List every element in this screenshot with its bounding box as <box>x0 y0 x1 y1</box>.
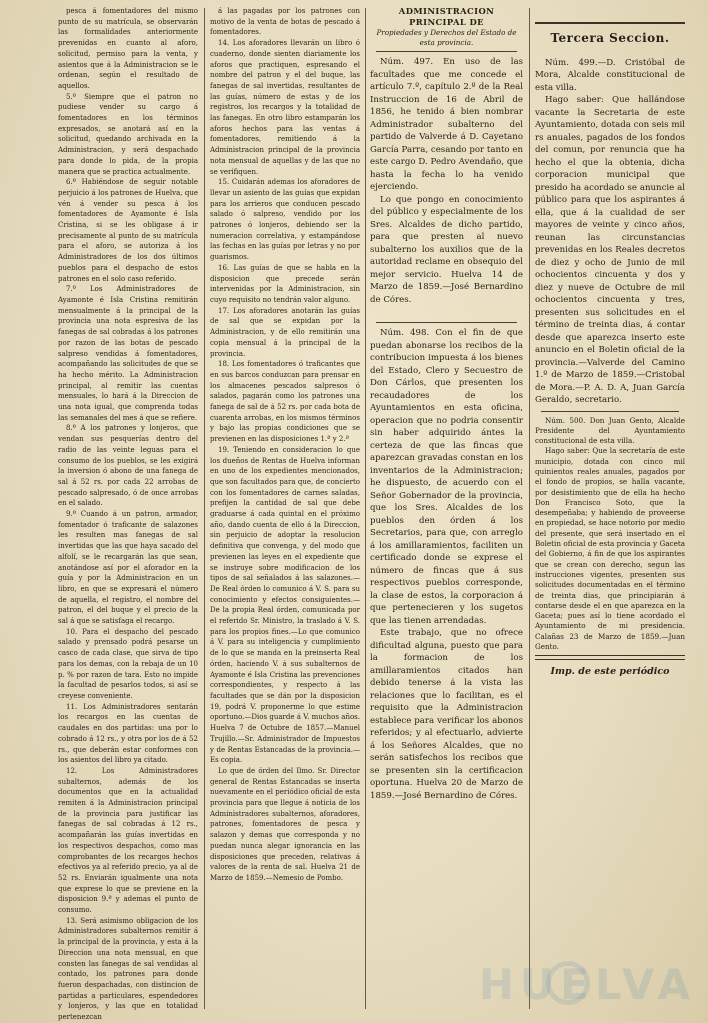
paragraph: 16. Las guías de que se habla en la disposicion que precede serán intervenidas por la Administracion, sin cuyo requisito no tendrán valor alguno. <box>210 263 360 304</box>
paragraph: 6.º Habiéndose de seguir notable perjuicio á los patrones de Huelva, que vén á vender su pesca á los fomentadores de Ayamonte é Isla Cristina, si se les obligase á ir precisamente al punto de su matrícula para el aforo, se autoriza á los Administradores de los dos últimos pueblos para el despacho de estos patrones en el solo caso referido. <box>58 178 198 283</box>
notice-497-body: Lo que pongo en conocimiento del público y especialmente de los Sres. Alcaldes de dicho partido, para que presten al nuevo subalterno los auxilios que de la autoridad reclame en obsequio del mejor servicio. Huelva 14 de Marzo de 1859.—José Bernardino de Córes. <box>370 194 523 305</box>
paragraph: á las pagadas por los patrones con motivo de la venta de botas de pescado á fomentadores. <box>210 7 360 37</box>
paragraph: 13. Será asimismo obligacion de los Administradores subalternos remitir á la principal de la provincia, y esta á la Direccion una nota mensual, en que consten las fanegas de sal vendidas al contado, los patrones para donde fueron despachadas, con distincion de partidas a particulares, espendedores y lonjeros, y las que en totalidad pertenezcan <box>58 916 198 1022</box>
paragraph: 7.º Los Administradores de Ayamonte é Isla Cristina remitirán mensualmente á la principal de la provincia una nota espresiva de las fanegas de sal cobradas á los patrones por razon de las botas de pescado salpreso vendidas á fomentadores, acompañando las solicitudes de que se ha hecho mérito. La Administracion principal, al remitir las cuentas mensuales, lo hará á la Direccion de una nota igual, que comprenda todas las semanales del mes á que se refiere. <box>58 285 198 422</box>
section-rule-top <box>535 22 685 24</box>
notice-499: Núm. 499.—D. Cristóbal de Mora, Alcalde constitucional de esta villa. <box>535 57 685 93</box>
column-divider <box>365 8 366 1009</box>
divider <box>376 322 517 323</box>
section-header: ADMINISTRACION PRINCIPAL DE <box>398 6 495 27</box>
paragraph: 15. Cuidarán ademas los aforadores de llevar un asiento de las guías que expidan para los arrieros que conducen pescado salado ó salpreso, vendido por los patrones ó lonjeros, debiendo ser la numeracion correlativa, y estampándose las fechas en las guías por letras y no por guarismos. <box>210 178 360 262</box>
footer-rule <box>535 655 685 656</box>
spacer <box>370 306 523 318</box>
paragraph: 14. Los aforadores llevarán un libro ó cuaderno, donde sienten diariamente los aforos que practiquen, espresando el nombre del patron y el del buque, las fanegas de sal invertidas, resultantes de las guías, número de estas y de los registros, los recargos y la totalidad de las fanegas. En otro libro estamparán los aforos hechos para las ventas á fomentadores, remitiendo á la Administracion principal de la provincia nota mensual de aquellas y de las que no se verifiquen. <box>210 39 360 176</box>
column-4 <box>535 6 685 1013</box>
divider <box>376 51 517 52</box>
paragraph: Lo que de órden del Ilmo. Sr. Director general de Rentas Estancadas se inserta nuevamente en el periódico oficial de esta provincia para que llegue á noticia de los Administradores subalternos, aforadores, patrones, fomentadores de pesca y salazon y demas que corresponda y no puedan nunca alegar ignorancia en las disposiciones que preceden, relativas á valores de la renta de sal. Huelva 21 de Marzo de 1859.—Nemesio de Pombo. <box>210 766 360 882</box>
column-divider <box>529 8 530 1009</box>
section-title: Tercera Seccion. <box>550 31 670 45</box>
paragraph: 12. Los Administradores subalternos, además de los documentos que en la actualidad remiten á la Administracion principal de la provincia para justificar las fanegas de sal cobradas á 12 rs., acompañarán las guías invertidas en los respectivos despachos, como mas comprobantes de los recargos hechos efectivos ya al referido precio, ya al de 52 rs. Enviarán igualmente una nota que exprese lo que se previene en la disposicion 9.ª y ademas el punto de consumo. <box>58 766 198 915</box>
divider <box>541 411 679 412</box>
notice-500-body: Hago saber: Que la secretaría de este municipio, dotada con cinco mil quinientos reales anuales, pagados por el fondo de propios, se halla vacante, por desistimiento que de ella ha hecho Don Francisco Soto, que la desempeñaba; y habiendo de proveerse en propiedad, se hace notorio por medio del presente, que será insertado en el Boletin oficial de esta provincia y Gaceta del Gobierno, á fin de que los aspirantes que se crean con derecho, segun las instrucciones vigentes, presenten sus solicitudes documentadas en el término de treinta dias, que principiarán á contarse desde el en que aparezca en la Gaceta; pues así lo tiene acordado el Ayuntamiento de mi presidencia. Calañas 23 de Marzo de 1859.—Juan Gento. <box>535 446 685 652</box>
paragraph: 19. Teniendo en consideracion lo que los dueños de Rentas de Huelva informan en uno de los expedientes mencionados, que son facultados para que, de concierto con los fomentadores de carnes saladas, prefijen la cantidad de sal que debe graduarse á cada quintal en el próximo año, dando cuenta de ello á la Direccion, sin perjuicio de adoptar la resolucion definitiva que convenga, y del modo que previenen las leyes en el expediente que se instruye sobre modificacion de los tipos de sal señalados á las salazones.—De Real órden lo comunico á V. S. para su conocimiento y efectos consiguientes.—De la propia Real órden, comunicada por el referido Sr. Ministro, la traslado á V. S. para los propios fines.—Lo que comunico á V. para su inteligencia y cumplimiento de lo que se manda en la preinserta Real órden, haciendo V. á sus subalternos de Ayamonte é Isla Cristina las prevenciones correspondientes, y respecto á las facultades que se dán por la disposicion 19, podrá V. proponerme lo que estime oportuno.—Dios guarde á V. muchos años. Huelva 7 de Octubre de 1857.—Manuel Trujillo.—Sr. Administrador de Impuestos y de Rentas Estancadas de la provincia.—Es copia. <box>210 445 360 765</box>
footer-rule <box>535 659 685 660</box>
printer-imprint: Imp. de este periódico <box>550 666 670 678</box>
column-divider <box>204 8 205 1009</box>
notice-497: Núm. 497. En uso de las facultades que me concede el artículo 7.º, capítulo 2.º de la Real Instruccion de 16 de Abril de 1856, he tenido á bien nombrar Administrador subalterno del partido de Valverde á D. Cayetano García Parra, cesando por tanto en este cargo D. Pedro Avendaño, que hasta la fecha lo ha venido ejerciendo. <box>370 57 523 192</box>
paragraph: 9.º Cuando á un patron, armador, fomentador ó traficante de salazones les resulten mas fanegas de sal invertidas que las que haya sacado del alfolí, se le recargarán las que sean, anotándose así por el aforador en la guía y por la Administracion en un libro, en que se expresará el número de aquella, el registro, el nombre del patron, el del buque y el precio de la sal á que se satisfaga el recargo. <box>58 510 198 626</box>
paragraph: 18. Los fomentadores ó traficantes que en sus barcos conduzcan para prensar en los almacenes pescados salpresos ó salados, pagarán como los patrones una fanega de sal de á 52 rs. por cada bota de cuarenta arrobas, en los mismos términos y bajo las propias condiciones que se previenen en las disposiciones 1.ª y 2.ª <box>210 360 360 444</box>
column-1 <box>58 6 198 1022</box>
notice-499-body: Hago saber: Que hallándose vacante la Secretaria de este Ayuntamiento, dotada con seis mil rs anuales, pagados de los fondos del comun, por renuncia que ha hecho el que la obtenia, dicha corporacion municipal que presido ha acordado se anuncie al público para que los aspirantes á ella, que á la cualidad de ser mayores de veinte y cinco años, reunan las circunstancias prevenidas en los Reales decretos de diez y ocho de Junio de mil ochocientos cincuenta y dos y diez y nueve de Octubre de mil ochocientos cincuenta y tres, presenten sus solicitudes en el término de treinta dias, á contar desde que aparezca inserto este anuncio en el Boletin oficial de la provincia.—Valverde del Camino 1.º de Marzo de 1859.—Cristobal de Mora.—P. A. D. A, Juan García Geraldo, secretario. <box>535 95 685 405</box>
paragraph: 17. Los aforadores anotarán las guías de sal que se expidan por la Administracion, y de ello remitirán una copia mensual á la principal de la provincia. <box>210 306 360 358</box>
paragraph: 11. Los Administradores sentarán los recargos en las cuentas de caudales en dos partidas: una por lo cobrado á 12 rs., y otra por los de á 52 rs., que deberán estar conformes con los asientos del libro ya citado. <box>58 702 198 765</box>
section-subheader: Propiedades y Derechos del Estado de esta provincia. <box>376 28 517 47</box>
column-3 <box>370 6 523 1013</box>
notice-500: Núm. 500. Don Juan Gento, Alcalde Presidente del Ayuntamiento constitucional de esta villa. <box>535 415 685 446</box>
watermark: HUELVA <box>478 960 696 1009</box>
paragraph: 5.º Siempre que el patron no pudiese vender su cargo á fomentadores en los términos expresados, se anotará así en la solicitud, quedando archivada en la Administracion, y será despachado para donde lo pida, de la propia manera que se practica actualmente. <box>58 92 198 176</box>
paragraph: pesca á fomentadores del mismo punto de su matrícula, se observarán las formalidades anteriormente prevenidas en cuanto al aforo, solicitud, permiso para la venta, y asientos que á la Administracion se le ordenan, según el resultado de aquellos. <box>58 7 198 90</box>
notice-498-body: Este trabajo, que no ofrece dificultad alguna, puesto que para la formacion de los amillaramientos citados han debido tenerse á la vista las relaciones que lo facilitan, es el requisito que la Administracion establece para verificar los abonos referidos; y al efectuarlo, advierte á los Señores Alcaldes, que no serán satisfechos los recibos que se presenten sin la certificacion oportuna. Huelva 20 de Marzo de 1859.—José Bernardino de Córes. <box>370 628 523 801</box>
column-2 <box>210 6 360 1013</box>
paragraph: 8.º A los patrones y lonjeros, que vendan sus pesquerías dentro del radio de las veinte leguas para el consumo de los pueblos, se les exigirá la inversion ó abono de una fanega de sal á 52 rs. por cada 22 arrobas de pescado salpresado, ó de once arrobas en el salado. <box>58 424 198 508</box>
paragraph: 10. Para el despacho del pescado salado y prensado podrá pesarse un casco de cada clase, que sirva de tipo para los demas, con la rebaja de un 10 p. % por razon de tara. Esto no impide la facultad de pesarlos todos, si así se creyese conveniente. <box>58 627 198 700</box>
notice-498: Núm. 498. Con el fin de que puedan abonarse los recibos de la contribucion impuesta á los bienes del Estado, Clero y Secuestro de Don Cárlos, que presenten los recaudadores de los Ayuntamientos en esta oficina, operacion que no podria consentir sin haber adquirido ántes la certeza de que las fincas que aparezcan gravadas constan en los inventarios de la Administracion; he dispuesto, de acuerdo con el Señor Gobernador de la provincia, que los Sres. Alcaldes de los pueblos den órden á los Secretarios, para que, con arreglo á los amillaramientos, faciliten un certificado donde se exprese el número de fincas que á sus respectivos pueblos corresponde, la clase de estos, la corporacion á que pertenecieren y los sugetos que las tienen arrendadas. <box>370 328 523 626</box>
